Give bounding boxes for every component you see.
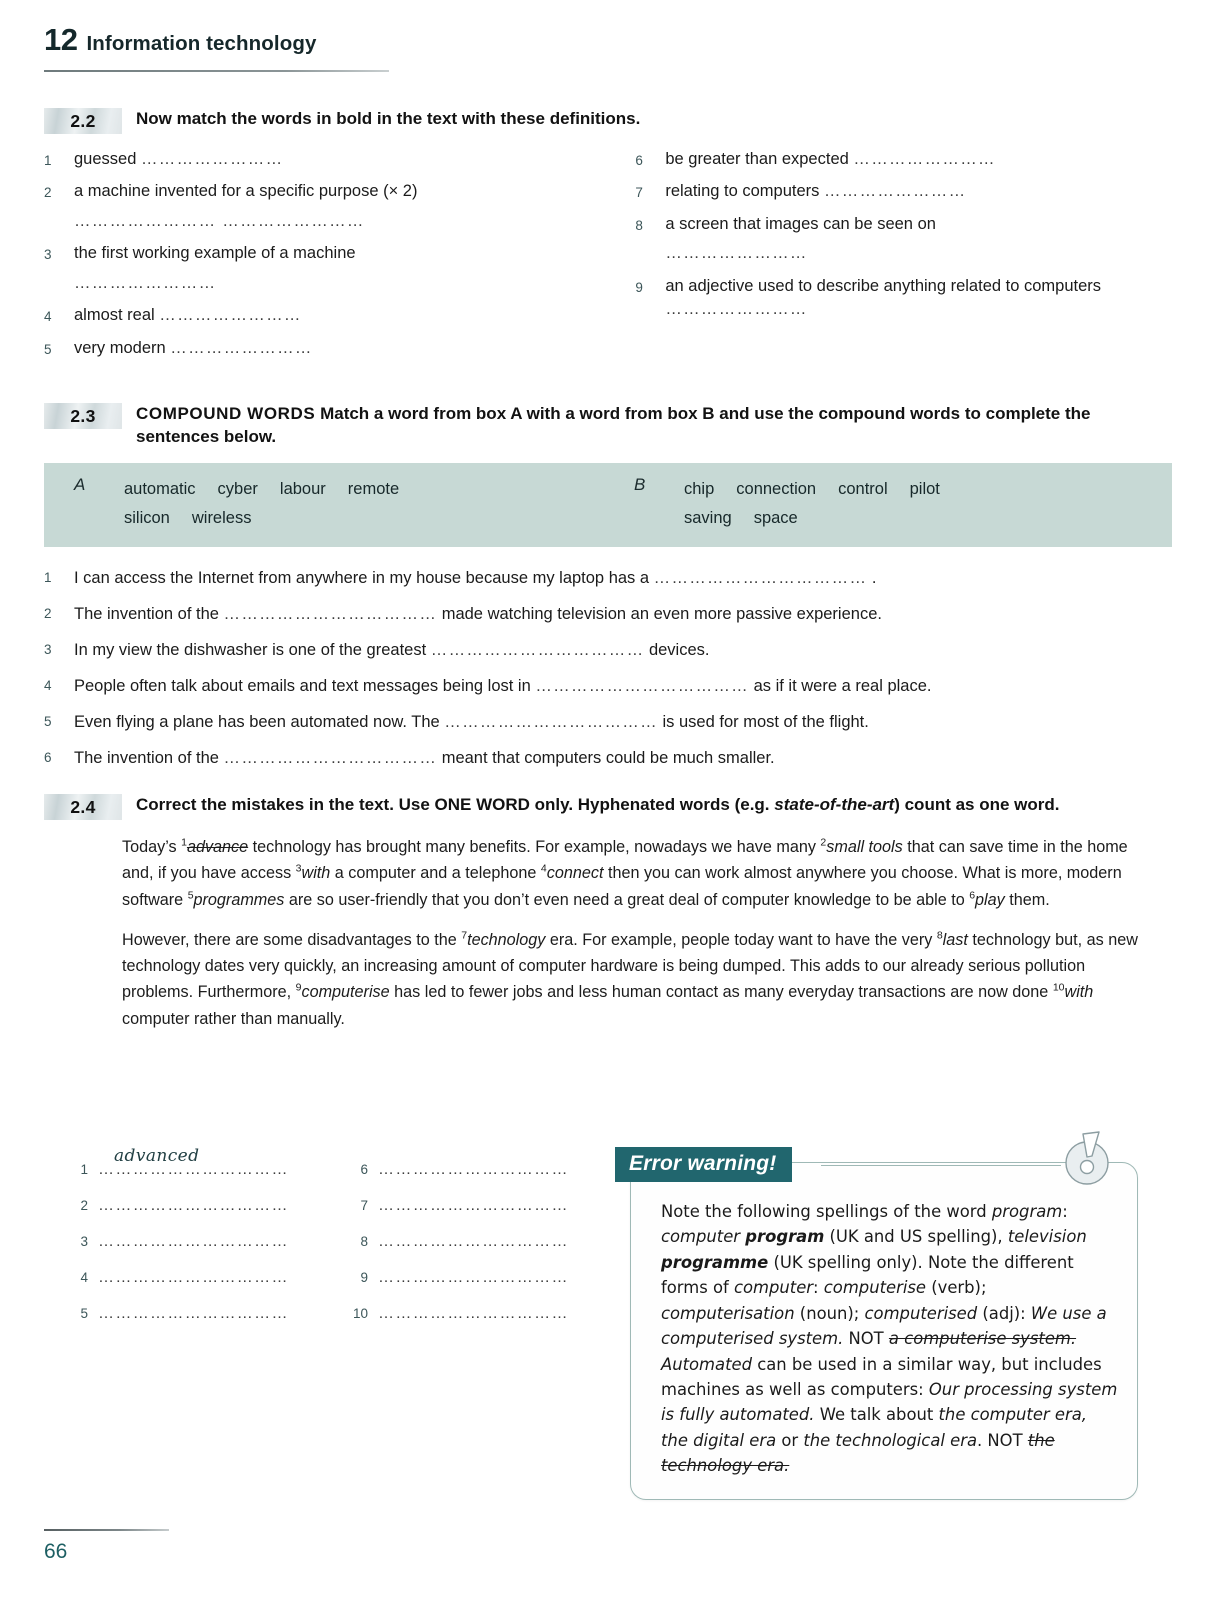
list-item xyxy=(44,180,635,233)
answer-blank[interactable]: …………………… xyxy=(665,300,808,319)
answer-blank[interactable]: …………………… xyxy=(159,306,302,325)
exercise-2-2 xyxy=(44,108,1172,369)
sentence-before: In my view the dishwasher is one of the greatest xyxy=(74,640,431,659)
page-number: 66 xyxy=(44,1540,68,1563)
marker-number: 3 xyxy=(295,862,302,875)
item-number: 6 xyxy=(635,153,643,168)
answer-column-right xyxy=(336,1143,616,1323)
exercise-2-2-right-column xyxy=(635,148,1172,369)
answer-number: 4 xyxy=(80,1270,88,1285)
item-number: 3 xyxy=(44,247,52,263)
error-word: advance xyxy=(186,838,249,857)
list-item xyxy=(635,275,1172,322)
answer-row xyxy=(56,1215,336,1251)
text-run: technology but, as new technology dates very quickly, an increasing amount of computer hardware is being dumped. This adds to our already serious pollution problems. Furthermore, xyxy=(122,930,1138,1002)
word-chip[interactable]: control xyxy=(838,479,888,498)
answer-blank[interactable]: ……………………………… xyxy=(444,712,658,731)
answer-blank[interactable]: ……………………………… xyxy=(223,749,438,768)
term: Automated xyxy=(661,1354,752,1374)
error-word: computerise xyxy=(301,983,390,1002)
answer-row xyxy=(56,1287,336,1323)
text-run: (UK spelling only). Note the different forms of xyxy=(661,1252,1074,1298)
item-text xyxy=(74,603,1172,626)
word-chip[interactable]: pilot xyxy=(909,479,940,498)
exercise-2-2-left-column xyxy=(44,148,635,369)
answer-blank[interactable]: …………………………… xyxy=(378,1197,569,1214)
answer-blank[interactable]: …………………… xyxy=(824,182,967,201)
footer-divider xyxy=(44,1529,169,1531)
item-number: 5 xyxy=(44,713,52,729)
answer-blank[interactable]: …………………………… xyxy=(98,1269,289,1286)
answer-number: 5 xyxy=(80,1306,88,1321)
item-number: 8 xyxy=(635,217,643,233)
item-number: 1 xyxy=(44,569,52,585)
text-run: (UK and US spelling), xyxy=(824,1227,1008,1247)
answer-column-left xyxy=(56,1143,336,1323)
sentence-after: meant that computers could be much smaller. xyxy=(437,749,775,768)
word-chip[interactable]: chip xyxy=(684,479,715,498)
item-number: 3 xyxy=(44,641,52,657)
instruction-part-1: Correct the mistakes in the text. Use ONE WORD only. Hyphenated words (e.g. xyxy=(136,795,775,815)
item-label: very modern xyxy=(74,338,166,357)
answer-blank[interactable]: …………………………… xyxy=(98,1197,289,1214)
page-footer xyxy=(44,1529,169,1564)
instruction-example: state-of-the-art xyxy=(774,795,895,815)
marker-number: 5 xyxy=(187,889,194,902)
item-label: guessed xyxy=(74,150,137,168)
item-number: 6 xyxy=(44,750,52,766)
exercise-badge-2-4[interactable]: 2.4 xyxy=(44,794,122,820)
sentence-before: The invention of the xyxy=(74,749,224,768)
list-item xyxy=(44,747,1172,770)
item-label: a machine invented for a specific purpose (× 2) xyxy=(74,182,418,201)
item-label: relating to computers xyxy=(665,182,820,201)
sentence-after: as if it were a real place. xyxy=(748,676,932,695)
item-text xyxy=(74,148,635,171)
answer-row xyxy=(56,1251,336,1287)
word-box-a-words xyxy=(124,475,421,533)
list-item xyxy=(44,711,1172,734)
item-number: 5 xyxy=(44,341,52,357)
text-run: However, there are some disadvantages to the xyxy=(122,930,462,949)
item-label: almost real xyxy=(74,306,155,325)
term: program xyxy=(991,1202,1063,1221)
term: computerised xyxy=(864,1303,978,1323)
word-chip[interactable]: wireless xyxy=(191,508,252,527)
chapter-header xyxy=(44,0,389,72)
exercise-2-3 xyxy=(44,403,1172,770)
answer-blank[interactable]: …………………………… xyxy=(378,1269,569,1286)
text-run: computer rather than manually. xyxy=(122,1009,345,1028)
item-text xyxy=(74,337,635,360)
compound-words-label: COMPOUND WORDS xyxy=(136,403,316,423)
text-run: : xyxy=(813,1278,824,1298)
item-number: 9 xyxy=(635,279,643,295)
text-run: technology has brought many benefits. For example, nowadays we have many xyxy=(248,838,821,857)
answer-blank[interactable]: …………………………… xyxy=(98,1233,289,1250)
answer-row xyxy=(336,1143,616,1179)
item-label: a screen that images can be seen on xyxy=(665,214,936,233)
item-text xyxy=(74,180,635,233)
answer-blank[interactable]: …………………… xyxy=(140,150,284,168)
text-run: can be used in a similar way, but includes machines as well as computers: xyxy=(661,1354,1102,1399)
exercise-badge-2-3[interactable]: 2.3 xyxy=(44,403,122,429)
word-chip[interactable]: space xyxy=(753,508,798,527)
answer-row xyxy=(336,1215,616,1251)
exercise-instruction-2-2: Now match the words in bold in the text with these definitions. xyxy=(136,109,641,128)
text-run: that can save time in the home and, if you have access xyxy=(122,838,1128,883)
marker-number: 2 xyxy=(820,836,827,849)
example-sentence: We use a computerised system. xyxy=(661,1303,1107,1349)
item-number: 1 xyxy=(44,153,52,168)
answer-number: 7 xyxy=(360,1198,368,1213)
list-item xyxy=(44,148,635,171)
answer-row xyxy=(336,1251,616,1287)
correction-passage xyxy=(122,834,1148,1032)
word-box-b-letter: B xyxy=(634,474,646,494)
item-text xyxy=(665,148,1172,171)
exclamation-circle-icon xyxy=(1056,1123,1122,1189)
text-run: . NOT xyxy=(977,1430,1028,1450)
word-chip[interactable]: connection xyxy=(736,479,817,498)
answer-number: 9 xyxy=(360,1270,368,1285)
passage-paragraph-1 xyxy=(122,834,1148,913)
item-text xyxy=(74,304,635,327)
answer-blank[interactable]: …………………………… xyxy=(378,1161,569,1178)
answer-blank[interactable]: …………………………… xyxy=(98,1161,289,1178)
item-text xyxy=(665,213,1172,266)
term: computer xyxy=(733,1278,814,1298)
marker-number: 4 xyxy=(540,862,547,875)
text-run: Today’s xyxy=(122,838,182,857)
error-word: play xyxy=(975,890,1005,909)
word-bank xyxy=(44,463,1172,547)
answer-blank[interactable]: …………………… xyxy=(74,273,217,292)
word-chip[interactable]: remote xyxy=(347,479,400,498)
sentence-before: The invention of the xyxy=(74,604,224,623)
word-box-b-words xyxy=(684,475,962,533)
answer-number: 3 xyxy=(80,1234,88,1249)
error-word: small tools xyxy=(826,838,903,857)
sentence-after: made watching television an even more passive experience. xyxy=(437,604,882,623)
marker-number: 6 xyxy=(969,889,976,902)
sentence-before: People often talk about emails and text messages being lost in xyxy=(74,676,536,695)
exercise-instruction-text: Match a word from box A with a word from box B and use the compound words to complete the sentences below. xyxy=(136,403,1091,446)
item-number: 4 xyxy=(44,309,52,325)
text-run: (adj): xyxy=(977,1303,1031,1323)
word-chip[interactable]: saving xyxy=(684,508,732,527)
item-label: the first working example of a machine xyxy=(74,244,356,263)
answer-blank[interactable]: …………………………… xyxy=(98,1305,289,1322)
item-text xyxy=(74,747,1172,770)
sentence-before: Even flying a plane has been automated now. The xyxy=(74,712,445,731)
text-run: them. xyxy=(1004,890,1050,909)
word-chip[interactable]: cyber xyxy=(217,479,258,498)
warning-top-rule xyxy=(821,1165,1061,1167)
term-bold: programme xyxy=(661,1252,769,1272)
sentence-after: devices. xyxy=(644,640,710,659)
list-item xyxy=(44,639,1172,662)
incorrect-example: a computerise system. xyxy=(888,1329,1077,1349)
error-word: connect xyxy=(546,864,604,883)
answer-blank[interactable]: …………………………… xyxy=(378,1233,569,1250)
exercise-2-2-items xyxy=(44,148,1172,369)
exercise-instruction-2-4 xyxy=(136,794,1060,817)
answer-blank[interactable]: ……………………………… xyxy=(535,676,749,695)
item-text xyxy=(74,242,635,295)
answer-number: 6 xyxy=(360,1162,368,1177)
marker-number: 9 xyxy=(295,981,302,994)
answer-blank[interactable]: ……………………………… xyxy=(653,568,868,587)
text-run: has led to fewer jobs and less human contact as many everyday transactions are now done xyxy=(389,983,1053,1002)
term: computerisation xyxy=(661,1303,795,1323)
list-item xyxy=(44,242,635,295)
sentence-after: . xyxy=(867,568,877,587)
text-run: (noun); xyxy=(794,1303,865,1323)
answer-number: 2 xyxy=(80,1198,88,1213)
instruction-part-2: ) count as one word. xyxy=(894,795,1060,815)
item-number: 4 xyxy=(44,677,52,693)
text-run: We talk about xyxy=(814,1405,939,1425)
error-word: technology xyxy=(467,930,546,949)
exercise-2-4 xyxy=(44,794,1172,1032)
error-word: last xyxy=(942,930,968,949)
answer-blank[interactable]: ……………………………… xyxy=(430,640,645,659)
list-item xyxy=(44,304,635,327)
marker-number: 7 xyxy=(461,929,468,942)
word-box-a-letter: A xyxy=(74,474,86,494)
term: the technological era xyxy=(803,1430,977,1450)
answer-blank[interactable]: ……………………………… xyxy=(223,604,438,623)
text-run: then you can work almost anywhere you choose. What is more, modern software xyxy=(122,864,1122,909)
word-box-a xyxy=(44,475,634,533)
term: computer xyxy=(661,1227,746,1247)
sentence-before: I can access the Internet from anywhere in my house because my laptop has a xyxy=(74,568,654,587)
exercise-badge-2-2[interactable]: 2.2 xyxy=(44,108,122,134)
answer-row xyxy=(336,1179,616,1215)
list-item xyxy=(44,567,1172,590)
answer-row xyxy=(336,1287,616,1323)
sentence-after: is used for most of the flight. xyxy=(657,712,869,731)
list-item xyxy=(44,675,1172,698)
answer-blank[interactable]: …………………… xyxy=(170,338,313,357)
error-warning-box xyxy=(629,1152,1138,1500)
item-label: an adjective used to describe anything related to computers xyxy=(665,276,1102,295)
answer-number: 8 xyxy=(360,1234,368,1249)
list-item xyxy=(635,180,1172,203)
term: computerise xyxy=(823,1278,927,1298)
item-number: 7 xyxy=(635,185,643,201)
term-bold: program xyxy=(745,1227,825,1247)
text-run: are so user-friendly that you don’t even need a great deal of computer knowledge to be able to xyxy=(284,890,970,909)
answer-blank[interactable]: …………………………… xyxy=(378,1305,569,1322)
page-title: Information technology xyxy=(86,32,317,55)
item-text xyxy=(74,711,1172,734)
error-word: programmes xyxy=(193,890,285,909)
term: television xyxy=(1007,1227,1087,1247)
list-item xyxy=(44,603,1172,626)
item-number: 2 xyxy=(44,605,52,621)
answer-blank[interactable]: …………………… xyxy=(665,244,808,263)
item-text xyxy=(74,567,1172,590)
chapter-number: 12 xyxy=(44,22,78,57)
list-item xyxy=(44,337,635,360)
item-text xyxy=(665,275,1172,322)
list-item xyxy=(635,148,1172,171)
text-run: : xyxy=(1062,1202,1068,1221)
text-run: or xyxy=(776,1430,804,1450)
example-sentence: Our processing system is fully automated. xyxy=(661,1379,1118,1425)
answer-number: 1 xyxy=(80,1162,88,1177)
item-label: be greater than expected xyxy=(665,150,849,168)
exercise-instruction-2-3 xyxy=(136,403,1172,449)
error-warning-title: Error warning! xyxy=(615,1147,792,1182)
handwritten-answer: advanced xyxy=(114,1146,200,1166)
marker-number: 8 xyxy=(936,929,943,942)
word-box-b xyxy=(634,475,1172,533)
text-run: a computer and a telephone xyxy=(330,864,541,883)
answer-row xyxy=(56,1143,336,1179)
incorrect-example: the technology era. xyxy=(661,1430,1055,1476)
answer-number: 10 xyxy=(352,1306,368,1321)
item-text xyxy=(665,180,1172,203)
error-word: with xyxy=(301,864,331,883)
list-item xyxy=(635,213,1172,266)
answer-blank[interactable]: …………………… …………………… xyxy=(74,211,365,230)
marker-number: 1 xyxy=(181,836,187,849)
answer-blank[interactable]: …………………… xyxy=(853,150,996,168)
word-chip[interactable]: automatic xyxy=(124,479,196,498)
header-divider xyxy=(44,70,389,72)
exercise-2-3-sentences xyxy=(44,567,1172,771)
marker-number: 10 xyxy=(1052,981,1065,994)
term: the computer era, the digital era xyxy=(661,1405,1087,1450)
text-run: era. For example, people today want to have the very xyxy=(545,930,937,949)
text-run: (verb); xyxy=(926,1278,987,1298)
item-number: 2 xyxy=(44,185,52,201)
text-run: Note the following spellings of the word xyxy=(661,1202,992,1221)
item-text xyxy=(74,675,1172,698)
passage-paragraph-2 xyxy=(122,927,1148,1032)
error-word: with xyxy=(1064,983,1094,1002)
answer-row xyxy=(56,1179,336,1215)
exercise-2-4-answer-blanks xyxy=(56,1143,616,1323)
text-run: NOT xyxy=(843,1329,889,1349)
word-chip[interactable]: labour xyxy=(279,479,326,498)
word-chip[interactable]: silicon xyxy=(124,508,170,527)
error-warning-body xyxy=(631,1163,1137,1489)
item-text xyxy=(74,639,1172,662)
